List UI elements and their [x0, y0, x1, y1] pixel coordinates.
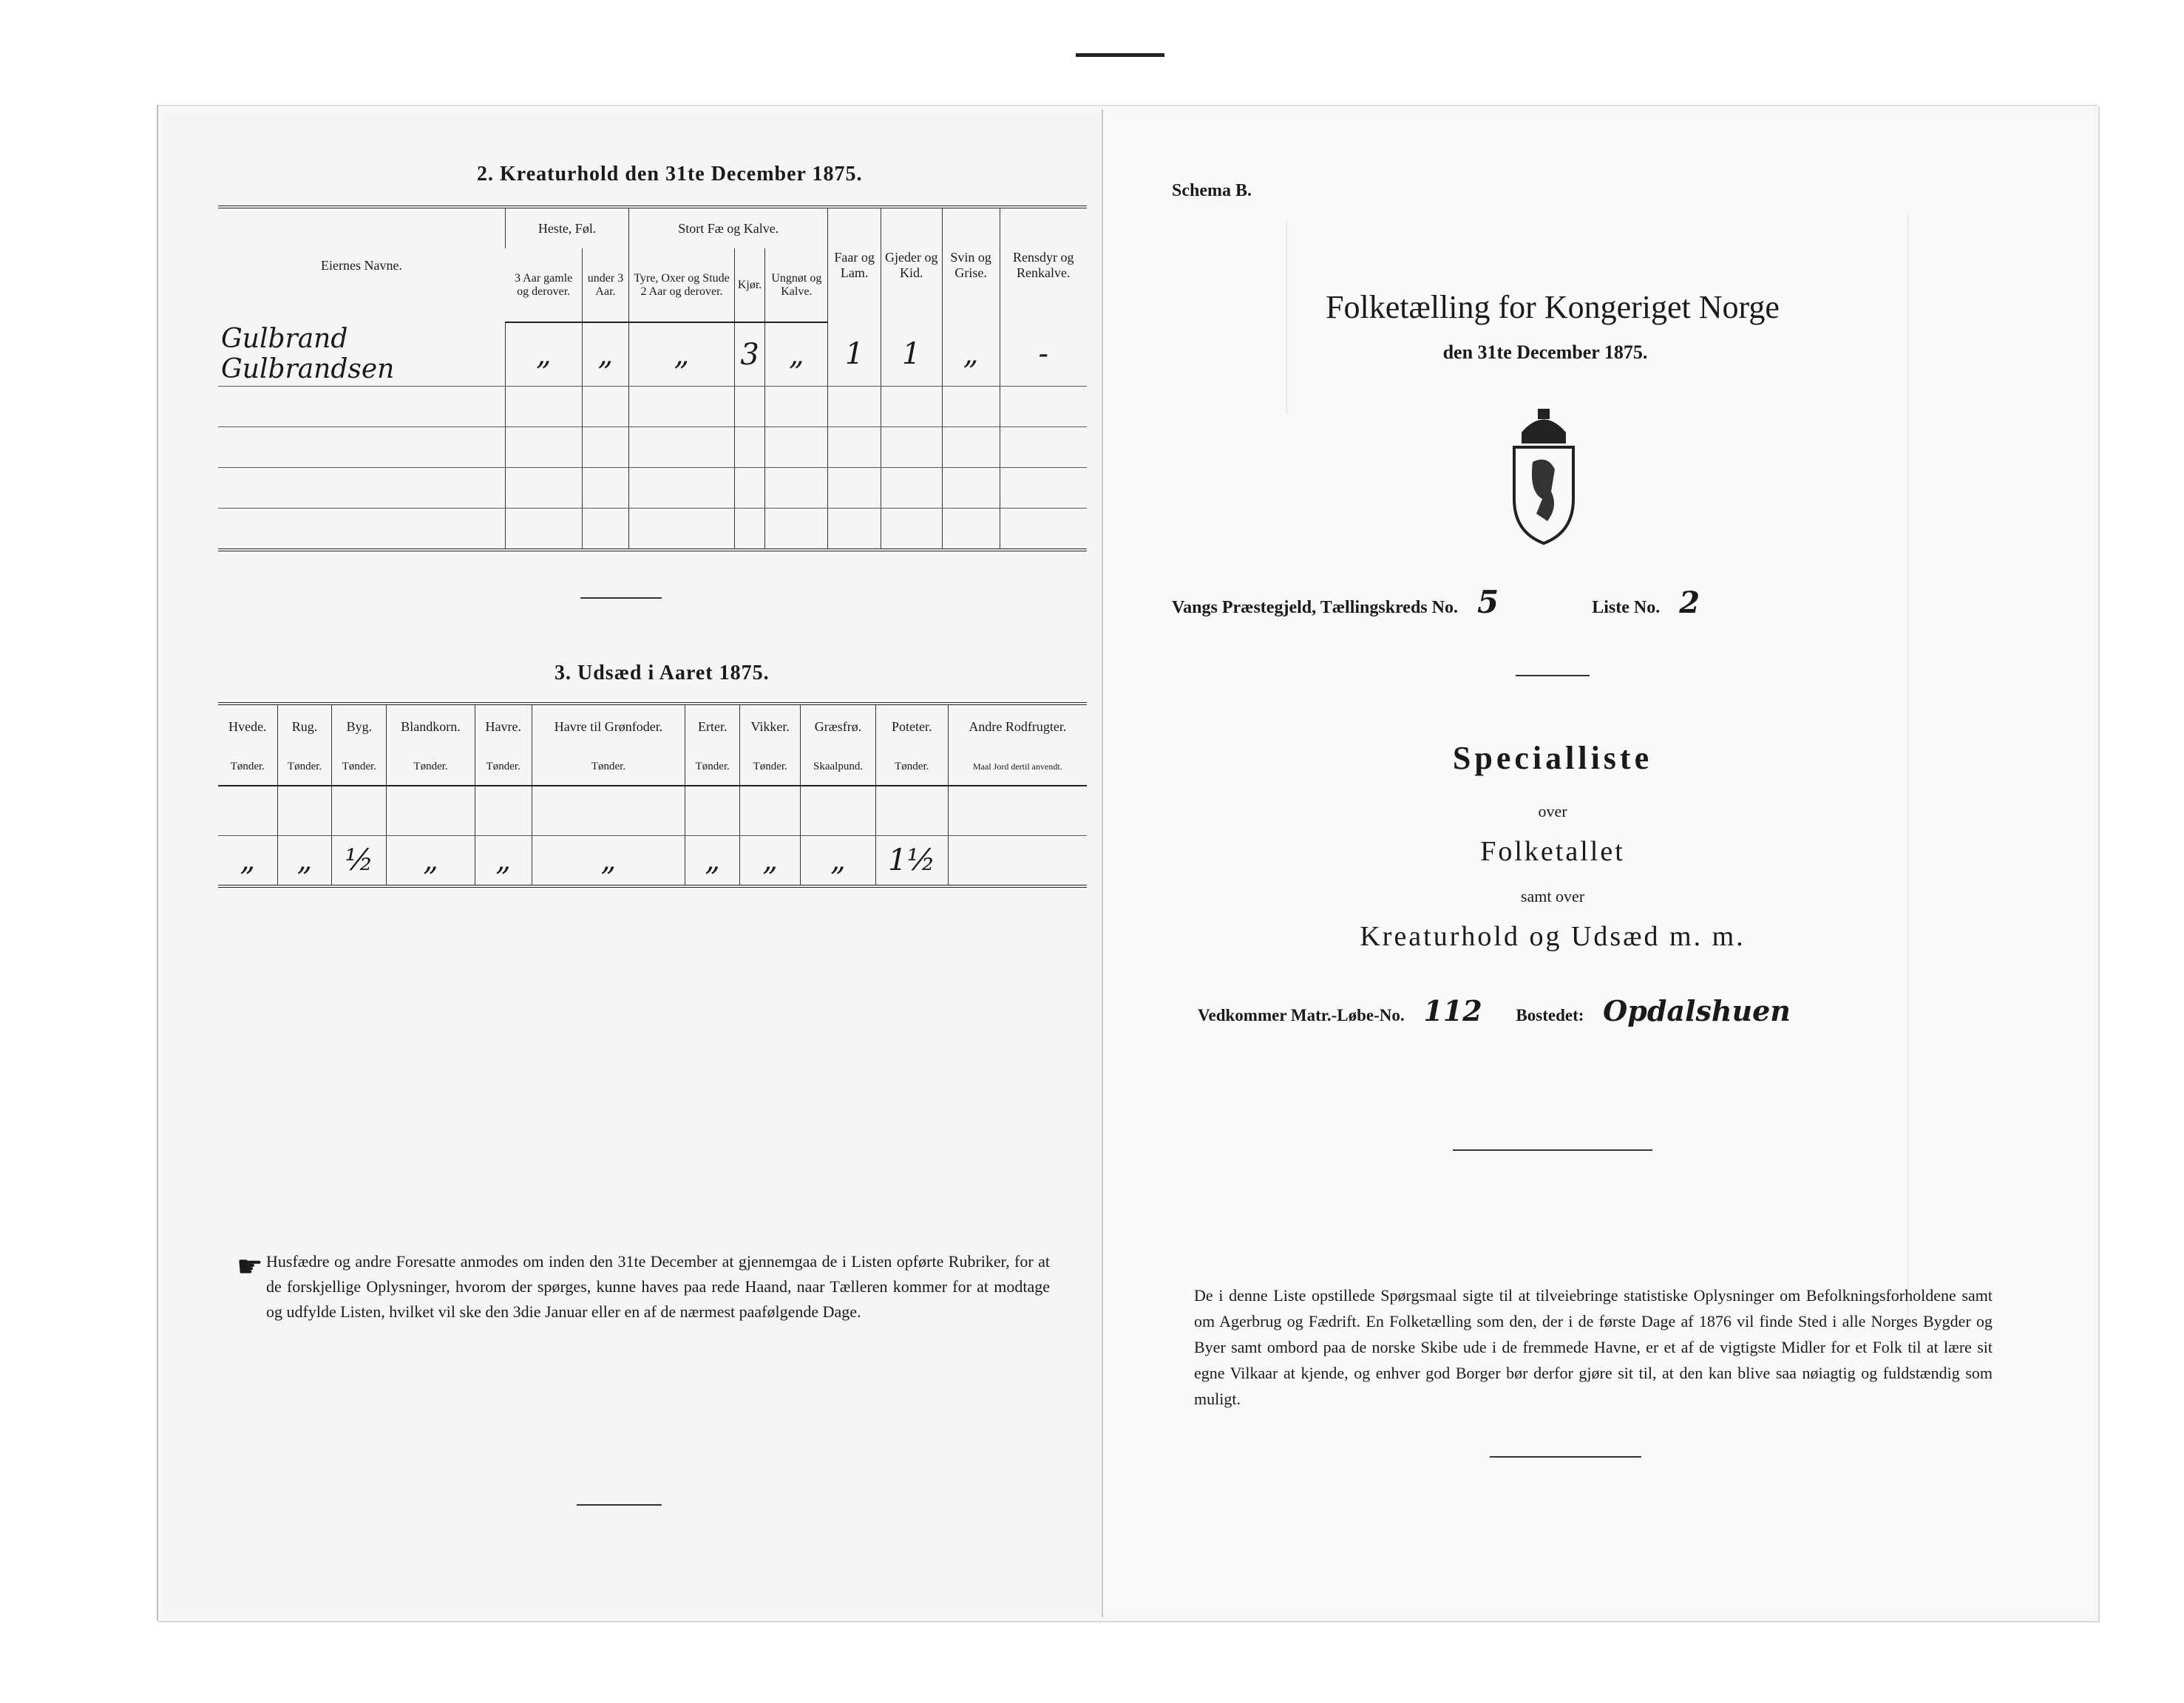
header-reindeer: Rensdyr og Renkalve. — [1000, 207, 1087, 322]
scan-edge-mark — [1076, 53, 1164, 57]
header-oats: Havre. — [475, 704, 532, 749]
separator-line — [1453, 1149, 1652, 1151]
district-line — [1172, 584, 1700, 620]
header-goats: Gjeder og Kid. — [881, 207, 942, 322]
subheader-bulls-oxen: Tyre, Oxer og Stude 2 Aar og derover. — [629, 248, 735, 322]
unit-label: Tønder. — [332, 749, 387, 786]
table-row — [218, 387, 1087, 427]
table-cell: 1 — [828, 322, 881, 387]
unit-label: Tønder. — [740, 749, 801, 786]
unit-label: Skaalpund. — [801, 749, 876, 786]
table-cell: - — [1000, 322, 1087, 387]
unit-label: Tønder. — [218, 749, 277, 786]
table-row — [218, 427, 1087, 468]
table-cell: 1½ — [875, 836, 948, 887]
table-cell: 3 — [734, 322, 764, 387]
parish-label: Vangs Præstegjeld, — [1172, 598, 1317, 617]
subheader-cows: Kjør. — [734, 248, 764, 322]
list-value: 2 — [1679, 585, 1700, 620]
header-pigs: Svin og Grise. — [942, 207, 1000, 322]
section-3-title: 3. Udsæd i Aaret 1875. — [555, 662, 770, 684]
table-row — [218, 509, 1087, 551]
unit-label: Tønder. — [277, 749, 332, 786]
separator-line — [580, 597, 662, 599]
unit-label: Tønder. — [685, 749, 740, 786]
header-vetches: Vikker. — [740, 704, 801, 749]
pointing-hand-icon: ☛ — [237, 1250, 263, 1283]
table-cell: „ — [387, 836, 475, 887]
cadastral-number-label: Vedkommer Matr.-Løbe-No. — [1198, 1006, 1405, 1024]
cadastral-number-value: 112 — [1423, 994, 1482, 1027]
table-row — [218, 836, 1087, 887]
unit-label: Tønder. — [387, 749, 475, 786]
unit-label: Tønder. — [475, 749, 532, 786]
header-owner-names: Eiernes Navne. — [321, 257, 402, 273]
census-purpose-paragraph: De i denne Liste opstillede Spørgsmaal sigte til at tilveiebringe statistiske Oplysninger om Befolkningsforholdene samt om Agerbrug og Fædrift. En Folketælling som den, der i de første Dage af 1876 vil finde Sted i alle Norges Bygder og Byer samt ombord paa de norske Skibe ude i de fremmede Havne, er et af de vigtigste Midler for et Folk til at lære sit egne Vilkaar at kjende, og enhver god Borger bør derfor gjøre sit til, at den kan blive saa nøiagtig og fuldstændig som muligt. — [1194, 1286, 1993, 1408]
header-barley: Byg. — [332, 704, 387, 749]
enumeration-district-value: 5 — [1476, 584, 1499, 620]
header-sheep: Faar og Lam. — [828, 207, 881, 322]
header-cattle: Stort Fæ og Kalve. — [629, 207, 828, 248]
livestock-table — [218, 205, 1087, 551]
subheader-horses-3-years: 3 Aar gamle og derover. — [506, 248, 583, 322]
table-cell: „ — [277, 836, 332, 887]
property-line — [1198, 994, 1791, 1027]
norwegian-lion-crest-icon — [1499, 403, 1588, 551]
table-cell: „ — [942, 322, 1000, 387]
separator-line — [1490, 1456, 1641, 1458]
header-potatoes: Poteter. — [875, 704, 948, 749]
table-cell: „ — [765, 322, 828, 387]
header-grass-seed: Græsfrø. — [801, 704, 876, 749]
separator-line — [577, 1504, 662, 1506]
census-date: den 31te December 1875. — [1442, 341, 1648, 363]
owner-name: Gulbrand Gulbrandsen — [218, 322, 506, 387]
bleed-through-rule — [1907, 214, 1908, 1323]
header-rye: Rug. — [277, 704, 332, 749]
table-cell: 1 — [881, 322, 942, 387]
unit-label: Tønder. — [875, 749, 948, 786]
header-peas: Erter. — [685, 704, 740, 749]
table-cell: „ — [506, 322, 583, 387]
samt-over-label: samt over — [1520, 887, 1585, 905]
residence-label: Bostedet: — [1516, 1006, 1584, 1024]
subheader-horses-under-3: under 3 Aar. — [582, 248, 628, 322]
separator-line — [1516, 675, 1590, 676]
section-2-title: 2. Kreaturhold den 31te December 1875. — [477, 163, 863, 186]
table-cell: „ — [475, 836, 532, 887]
table-cell: „ — [532, 836, 685, 887]
specialliste-heading: Specialliste — [1452, 740, 1653, 776]
table-cell: „ — [801, 836, 876, 887]
header-mixed-grain: Blandkorn. — [387, 704, 475, 749]
table-cell: „ — [629, 322, 735, 387]
unit-label: Maal Jord dertil anvendt. — [948, 749, 1087, 786]
list-label: Liste No. — [1592, 598, 1661, 617]
table-cell: „ — [582, 322, 628, 387]
table-cell: „ — [218, 836, 277, 887]
table-row — [218, 468, 1087, 509]
seed-table — [218, 702, 1087, 888]
subheader-young-cattle: Ungnøt og Kalve. — [765, 248, 828, 322]
header-other-root-crops: Andre Rodfrugter. — [948, 704, 1087, 749]
schema-label: Schema B. — [1172, 181, 1252, 200]
header-oats-green-fodder: Havre til Grønfoder. — [532, 704, 685, 749]
table-row — [218, 322, 1087, 387]
notice-paragraph: Husfædre og andre Foresatte anmodes om inden den 31te December at gjennemgaa de i Listen opførte Rubriker, for at de forskjellige Oplysninger, hvorom der spørges, kunne haves paa rede Haand, naar Tælleren kommer for at modtage og udfylde Listen, hvilket vil ske den 3die Januar eller en af de nærmest paafølgende Dage. — [266, 1252, 1050, 1321]
table-cell: ½ — [332, 836, 387, 887]
table-row — [218, 786, 1087, 836]
over-label: over — [1538, 802, 1567, 820]
folketallet-heading: Folketallet — [1480, 836, 1625, 867]
table-cell — [948, 836, 1087, 887]
page-title: Folketælling for Kongeriget Norge — [1326, 289, 1780, 325]
table-cell: „ — [740, 836, 801, 887]
bleed-through-left-margin — [1109, 222, 1257, 1257]
unit-label: Tønder. — [532, 749, 685, 786]
enumeration-district-label: Tællingskreds No. — [1320, 598, 1458, 617]
kreaturhold-heading: Kreaturhold og Udsæd m. m. — [1360, 921, 1746, 952]
header-horses: Heste, Føl. — [506, 207, 629, 248]
table-cell: „ — [685, 836, 740, 887]
header-wheat: Hvede. — [228, 719, 267, 734]
residence-value: Opdalshuen — [1603, 994, 1791, 1027]
